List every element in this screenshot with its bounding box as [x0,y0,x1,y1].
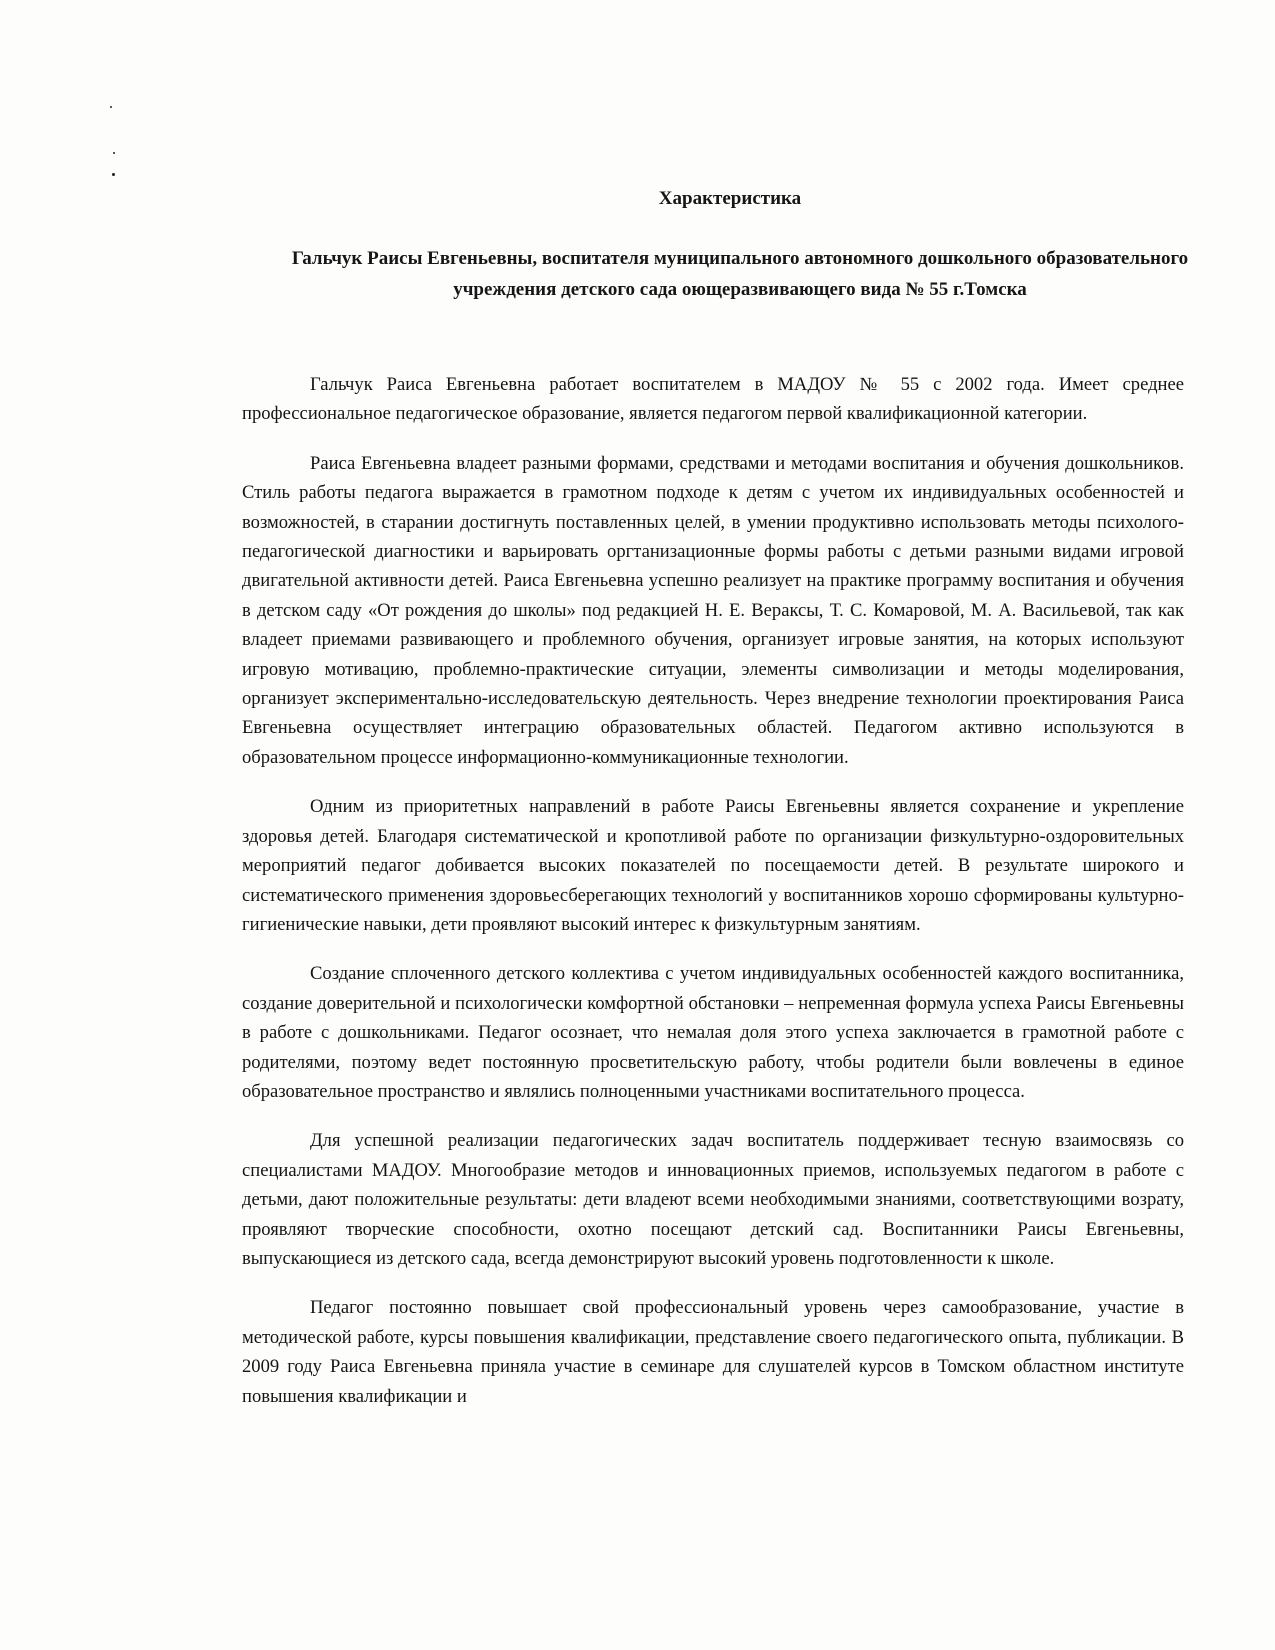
scan-speck [112,173,115,176]
paragraph: Педагог постоянно повышает свой профессиональный уровень через самообразование, участие в методической работе, курсы повышения квалификации, представление своего педагогического опыта, публикации. В 2009 году Раиса Евгеньевна приняла участие в семинаре для слушателей курсов в Томском областном институте повышения квалификации и [242,1297,1184,1407]
document-title: Характеристика [658,188,802,209]
paragraph: Раиса Евгеньевна владеет разными формами, средствами и методами воспитания и обучения дошкольников. Стиль работы педагога выражается в грамотном подходе к детям с учетом их индивидуальных особенностей и возможностей, в старании достигнуть поставленных целей, в умении продуктивно использовать методы психолого-педагогической диагностики и варьировать оргтанизационные формы работы с детьми разными видами игровой двигательной активности детей. Раиса Евгеньевна успешно реализует на практике программу воспитания и обучения в детском саду «От рождения до школы» под редакцией Н. Е. Вераксы, Т. С. Комаровой, М. А. Васильевой, так как владеет приемами развивающего и проблемного обучения, организует игровые занятия, на которых используют игровую мотивацию, проблемно-практические ситуации, элементы символизации и методы моделирования, организует экспериментально-исследовательскую деятельность. Через внедрение технологии проектирования Раиса Евгеньевна осуществляет интеграцию образовательных областей. Педагогом активно используются в образовательном процессе информационно-коммуникационные технологии. [242,452,1184,768]
scan-speck [110,106,112,108]
paragraph: Гальчук Раиса Евгеньевна работает воспитателем в МАДОУ № 55 с 2002 года. Имеет среднее профессиональное педагогическое образование, является педагогом первой квалификационной категории. [242,374,1184,425]
scan-speck [113,152,115,154]
document-body [242,370,1184,1431]
paragraph: Создание сплоченного детского коллектива с учетом индивидуальных особенностей каждого воспитанника, создание доверительной и психологически комфортной обстановки – непременная формула успеха Раисы Евгеньевны в работе с дошкольниками. Педагог осознает, что немалая доля этого успеха заключается в грамотной работе с родителями, поэтому ведет постоянную просветительскую работу, чтобы родители были вовлечены в единое образовательное пространство и являлись полноценными участниками воспитательного процесса. [242,963,1184,1102]
document-subtitle: Гальчук Раисы Евгеньевны, воспитателя муниципального автономного дошкольного образовательного учреждения детского сада оющеразвивающего вида № 55 г.Томска [291,248,1189,300]
paragraph: Одним из приоритетных направлений в работе Раисы Евгеньевны является сохранение и укрепление здоровья детей. Благодаря систематической и кропотливой работе по организации физкультурно-оздоровительных мероприятий педагог добивается высоких показателей по посещаемости детей. В результате широкого и систематического применения здоровьесберегающих технологий у воспитанников хорошо сформированы культурно-гигиенические навыки, дети проявляют высокий интерес к физкультурным занятиям. [242,796,1184,935]
paragraph: Для успешной реализации педагогических задач воспитатель поддерживает тесную взаимосвязь со специалистами МАДОУ. Многообразие методов и инновационных приемов, используемых педагогом в работе с детьми, дают положительные результаты: дети владеют всеми необходимыми знаниями, соответствующими возрату, проявляют творческие способности, охотно посещают детский сад. Воспитанники Раисы Евгеньевны, выпускающиеся из детского сада, всегда демонстрируют высокий уровень подготовленности к школе. [242,1130,1184,1269]
